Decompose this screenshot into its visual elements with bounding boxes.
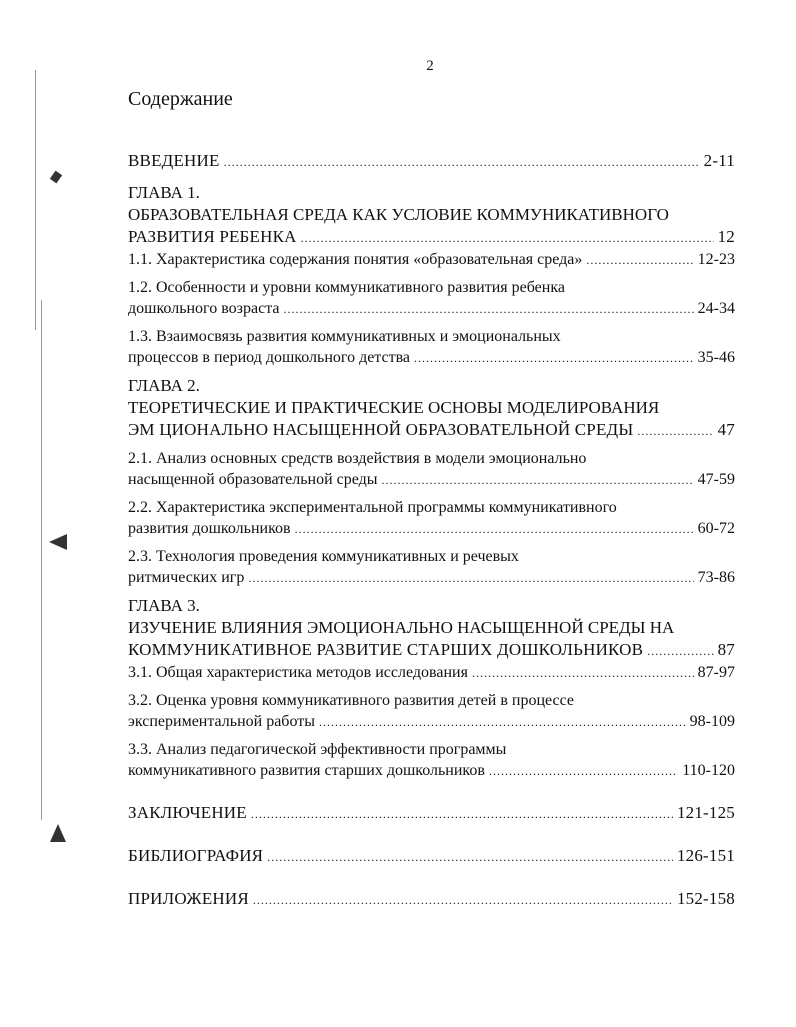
toc-entry-intro[interactable]: ВВЕДЕНИЕ ..... 2-11 xyxy=(128,150,735,173)
toc-entry-conclusion[interactable]: ЗАКЛЮЧЕНИЕ ..... 121-125 xyxy=(128,802,735,825)
toc-entry-1-1[interactable]: 1.1. Характеристика содержания понятия «образовательная среда» ..... 12-23 xyxy=(128,249,735,271)
toc-entry-3-1[interactable]: 3.1. Общая характеристика методов исследования ..... 87-97 xyxy=(128,662,735,684)
toc-entry-2-3[interactable]: ритмических игр ..... 73-86 xyxy=(128,567,735,589)
chapter-heading: ГЛАВА 2. xyxy=(128,376,200,395)
chapter-heading: ГЛАВА 3. xyxy=(128,596,200,615)
page-title: Содержание xyxy=(128,88,233,110)
toc-entry-bibliography[interactable]: БИБЛИОГРАФИЯ ..... 126-151 xyxy=(128,845,735,868)
toc-entry-chapter-1[interactable]: РАЗВИТИЯ РЕБЕНКА ..... 12 xyxy=(128,226,735,249)
toc-entry-2-1[interactable]: насыщенной образовательной среды ..... 47-59 xyxy=(128,469,735,491)
chapter-heading: ГЛАВА 1. xyxy=(128,183,200,202)
toc-entry-appendix[interactable]: ПРИЛОЖЕНИЯ ..... 152-158 xyxy=(128,888,735,911)
scan-margin-line xyxy=(35,70,36,330)
toc-entry-3-2[interactable]: экспериментальной работы ..... 98-109 xyxy=(128,711,735,733)
chapter-title: ИЗУЧЕНИЕ ВЛИЯНИЯ ЭМОЦИОНАЛЬНО НАСЫЩЕННОЙ СРЕДЫ НА xyxy=(128,618,675,637)
chapter-title: ТЕОРЕТИЧЕСКИЕ И ПРАКТИЧЕСКИЕ ОСНОВЫ МОДЕЛИРОВАНИЯ xyxy=(128,398,660,417)
scan-margin-line xyxy=(41,300,42,820)
scan-artifact xyxy=(50,824,66,842)
scan-artifact xyxy=(49,534,67,550)
table-of-contents: ВВЕДЕНИЕ ..... 2-11 ГЛАВА 1. ОБРАЗОВАТЕЛЬНАЯ СРЕДА КАК УСЛОВИЕ КОММУНИКАТИВНОГО РАЗВИТИЯ РЕБЕНКА ..... 12 1.1. Характеристика содержания понятия «образовательная среда» ..... 12-23 1.2. Особенности и уровни коммуникативного развития ребенка дошкольного возраста ..... 24-34 1.3. Взаимосвязь развития коммуникативных и эмоциональных процессов в период дошкольного детства ..... 35-46 ГЛАВА 2. ТЕОРЕТИЧЕСКИЕ И ПРАКТИЧЕСКИЕ ОСНОВЫ МОДЕЛИРОВАНИЯ ЭМ ЦИОНАЛЬНО НАСЫЩЕННОЙ ОБРАЗОВАТЕЛЬНОЙ СРЕДЫ ..... 47 2.1. Анализ основных средств воздействия в модели эмоционально насыщенной образовательной среды ..... 47-59 2.2. Характеристика экспериментальной программы коммуникативного развития дошкольников ..... 60-72 2.3. Технология проведения коммуникативных и речевых ритмических игр ..... 73-86 ГЛАВА 3. ИЗУЧЕНИЕ ВЛИЯНИЯ ЭМОЦИОНАЛЬНО НАСЫЩЕННОЙ СРЕДЫ НА КОММУНИКАТИВНОЕ РАЗВИТИЕ СТАРШИХ ДОШКОЛЬНИКОВ ..... 87 3.1. Общая характеристика методов исследования ..... 87-97 3.2. Оценка уровня коммуникативного развития детей в процессе экспериментальной работы ..... 98-109 3.3. Анализ педагогической эффективности программы коммуникативного развития старших дошкольников ..... 110-120 ЗАКЛЮЧЕНИЕ ..... 121-125 БИБЛИОГРАФИЯ ..... 126-151 ПРИЛОЖЕНИЯ ..... 152-158 xyxy=(128,150,735,911)
scan-artifact xyxy=(50,171,62,184)
toc-entry-2-2[interactable]: развития дошкольников ..... 60-72 xyxy=(128,518,735,540)
toc-entry-chapter-2[interactable]: ЭМ ЦИОНАЛЬНО НАСЫЩЕННОЙ ОБРАЗОВАТЕЛЬНОЙ СРЕДЫ ..... 47 xyxy=(128,419,735,442)
toc-entry-3-3[interactable]: коммуникативного развития старших дошкольников ..... 110-120 xyxy=(128,760,735,782)
page-number: 2 xyxy=(426,58,434,74)
toc-entry-1-2[interactable]: дошкольного возраста ..... 24-34 xyxy=(128,298,735,320)
toc-entry-chapter-3[interactable]: КОММУНИКАТИВНОЕ РАЗВИТИЕ СТАРШИХ ДОШКОЛЬНИКОВ ..... 87 xyxy=(128,639,735,662)
toc-entry-1-3[interactable]: процессов в период дошкольного детства ..... 35-46 xyxy=(128,347,735,369)
chapter-title: ОБРАЗОВАТЕЛЬНАЯ СРЕДА КАК УСЛОВИЕ КОММУНИКАТИВНОГО xyxy=(128,205,669,224)
